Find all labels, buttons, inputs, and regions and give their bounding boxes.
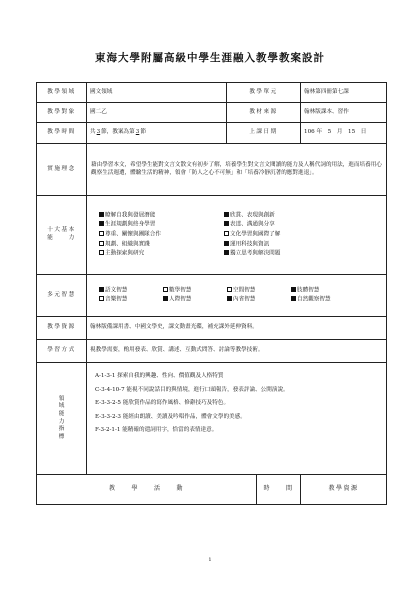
value-resources: 翰林版備課用書、中國文學史，課文動畫光碟，補充課外延伸資料。: [87, 317, 387, 340]
unchecked-checkbox-icon[interactable]: [99, 241, 104, 246]
checked-checkbox-icon[interactable]: [224, 241, 229, 246]
ability-option: [99, 212, 224, 220]
ability-option: [224, 250, 374, 258]
row-domain: [37, 83, 387, 103]
value-teaching-target: 國二乙: [87, 103, 227, 123]
intelligences-grid: [99, 287, 374, 305]
ability-option: [99, 250, 224, 258]
label-objectives-char: 力: [58, 418, 65, 425]
row-intelligences: [37, 275, 387, 317]
checked-checkbox-icon[interactable]: [99, 212, 104, 217]
ability-option-label: 獨立思考與解決問題: [230, 250, 281, 257]
intelligence-option: [99, 296, 163, 304]
intelligence-option-label: 語文智慧: [105, 287, 128, 294]
label-objectives-char: 域: [58, 403, 65, 410]
unchecked-checkbox-icon[interactable]: [99, 250, 104, 255]
label-rationale: 實施理念: [37, 144, 87, 196]
checked-checkbox-icon[interactable]: [227, 296, 232, 301]
header-resources: 教學資源: [301, 475, 387, 505]
row-objectives: [37, 363, 387, 475]
value-material-source: 翰林版課本、習作: [301, 103, 387, 123]
row-time: [37, 123, 387, 144]
total-periods: 3: [96, 129, 101, 136]
ability-option: [224, 221, 374, 229]
ability-option: [224, 231, 374, 239]
checked-checkbox-icon[interactable]: [99, 221, 104, 226]
label-teaching-target: 教學對象: [37, 103, 87, 123]
intelligence-option: [99, 287, 163, 295]
ability-option-label: 生涯規劃與終身學習: [105, 221, 156, 228]
label-teaching-unit: 教學單元: [227, 83, 301, 103]
time-prefix: 共: [90, 129, 96, 136]
label-abilities: [37, 196, 87, 275]
intelligence-option: [291, 287, 374, 295]
header-time: 時 間: [257, 475, 301, 505]
label-objectives-char: 標: [58, 433, 65, 440]
intelligence-option-label: 音樂智慧: [105, 296, 128, 303]
label-abilities-line2: 能 力: [47, 235, 76, 241]
ability-option-label: 規劃、組織與實踐: [105, 241, 150, 248]
lesson-plan-table: [36, 82, 387, 505]
current-period: 3: [135, 129, 140, 136]
unchecked-checkbox-icon[interactable]: [224, 231, 229, 236]
intelligence-option-label: 自然觀察智慧: [297, 296, 331, 303]
row-target: [37, 103, 387, 123]
intelligence-option-label: 人際智慧: [169, 296, 192, 303]
label-teaching-time: 教學時間: [37, 123, 87, 144]
page-number: 1: [208, 557, 212, 563]
label-methods: 學習方式: [37, 340, 87, 363]
time-suffix: 節: [140, 129, 146, 136]
label-objectives-char: 能: [58, 410, 65, 417]
ability-option: [99, 241, 224, 249]
row-resources: [37, 317, 387, 340]
ability-option-label: 瞭解自我與發展潛能: [105, 212, 156, 219]
value-methods: 視教學需要，酌用發表、欣賞、講述、互動式問答、討論等教學技術。: [87, 340, 387, 363]
objectives-list: [87, 363, 387, 475]
time-middle: 節，教案為第: [101, 129, 135, 136]
ability-option-label: 欣賞、表現與創新: [230, 212, 275, 219]
abilities-grid: [99, 212, 374, 258]
intelligence-option: [227, 296, 291, 304]
intelligence-option-label: 空間智慧: [233, 287, 256, 294]
objective-item: F-3-2-1-1 能精確的遣詞用字，恰當的表情達意。: [95, 427, 218, 434]
checked-checkbox-icon[interactable]: [224, 212, 229, 217]
intelligence-option-label: 數學智慧: [169, 287, 192, 294]
row-rationale: [37, 144, 387, 196]
ability-option: [224, 212, 374, 220]
checked-checkbox-icon[interactable]: [224, 221, 229, 226]
value-teaching-time: [87, 123, 227, 144]
unchecked-checkbox-icon[interactable]: [227, 287, 232, 292]
ability-option-label: 尊重、關懷與團隊合作: [105, 231, 161, 238]
intelligences-list: [87, 275, 387, 317]
objective-item: C-3-4-10-7 能視不同說話目的與情境，進行口頭報告，發表評論、公開演說。: [95, 386, 289, 393]
value-teaching-domain: 國文領域: [87, 83, 227, 103]
unchecked-checkbox-icon[interactable]: [99, 296, 104, 301]
label-objectives: [37, 363, 87, 475]
row-abilities: [37, 196, 387, 275]
document-title: 東海大學附屬高級中學生涯融入教學教案設計: [95, 52, 325, 64]
intelligence-option: [227, 287, 291, 295]
ability-option-label: 運用科技與資訊: [230, 241, 270, 248]
ability-option-label: 文化學習與國際了解: [230, 231, 281, 238]
label-class-date: 上課日期: [227, 123, 301, 144]
value-rationale: 藉由學習本文，希望學生能對文言文散文有初步了解，培養學生對文言文閱讀的能力及人稱代詞的用法，進而培養用心觀察生活週遭，體驗生活的精神，領會「防人之心不可無」和「培養冷靜沉著的應對進退」。: [87, 144, 387, 196]
intelligence-option: [291, 296, 374, 304]
checked-checkbox-icon[interactable]: [163, 296, 168, 301]
label-objectives-char: 指: [58, 426, 65, 433]
ability-option-label: 主動探索與研究: [105, 250, 145, 257]
checked-checkbox-icon[interactable]: [99, 287, 104, 292]
objective-item: E-3-3-2-3 能經由朗讀、美讀及吟唱作品，體會文學的美感。: [95, 413, 246, 420]
intelligence-option: [163, 287, 227, 295]
unchecked-checkbox-icon[interactable]: [163, 287, 168, 292]
header-activities: 教 學 活 動: [37, 475, 257, 505]
checked-checkbox-icon[interactable]: [291, 287, 296, 292]
intelligence-option-label: 肢體智慧: [297, 287, 320, 294]
ability-option: [99, 231, 224, 239]
value-class-date: 106 年 5 月 15 日: [301, 123, 387, 144]
checked-checkbox-icon[interactable]: [224, 250, 229, 255]
unchecked-checkbox-icon[interactable]: [99, 231, 104, 236]
label-intelligences: 多元智慧: [37, 275, 87, 317]
objective-item: A-1-3-1 探索自我的興趣、性向、價值觀及人格特質: [95, 373, 224, 379]
label-objectives-char: 領: [58, 395, 65, 402]
ability-option: [99, 221, 224, 229]
label-abilities-line1: 十大基本: [47, 227, 76, 234]
row-activity-header: [37, 475, 387, 505]
ability-option: [224, 241, 374, 249]
checked-checkbox-icon[interactable]: [291, 296, 296, 301]
intelligence-option: [163, 296, 227, 304]
label-teaching-domain: 教學領域: [37, 83, 87, 103]
row-methods: [37, 340, 387, 363]
ability-option-label: 表達、溝通與分享: [230, 221, 275, 228]
value-teaching-unit: 翰林第四冊第七課: [301, 83, 387, 103]
label-resources: 教學資源: [37, 317, 87, 340]
objective-item: E-3-3-2-5 能欣賞作品的寫作風格、修辭技巧及特色。: [95, 400, 230, 407]
intelligence-option-label: 內省智慧: [233, 296, 256, 303]
abilities-list: [87, 196, 387, 275]
label-material-source: 教材來源: [227, 103, 301, 123]
